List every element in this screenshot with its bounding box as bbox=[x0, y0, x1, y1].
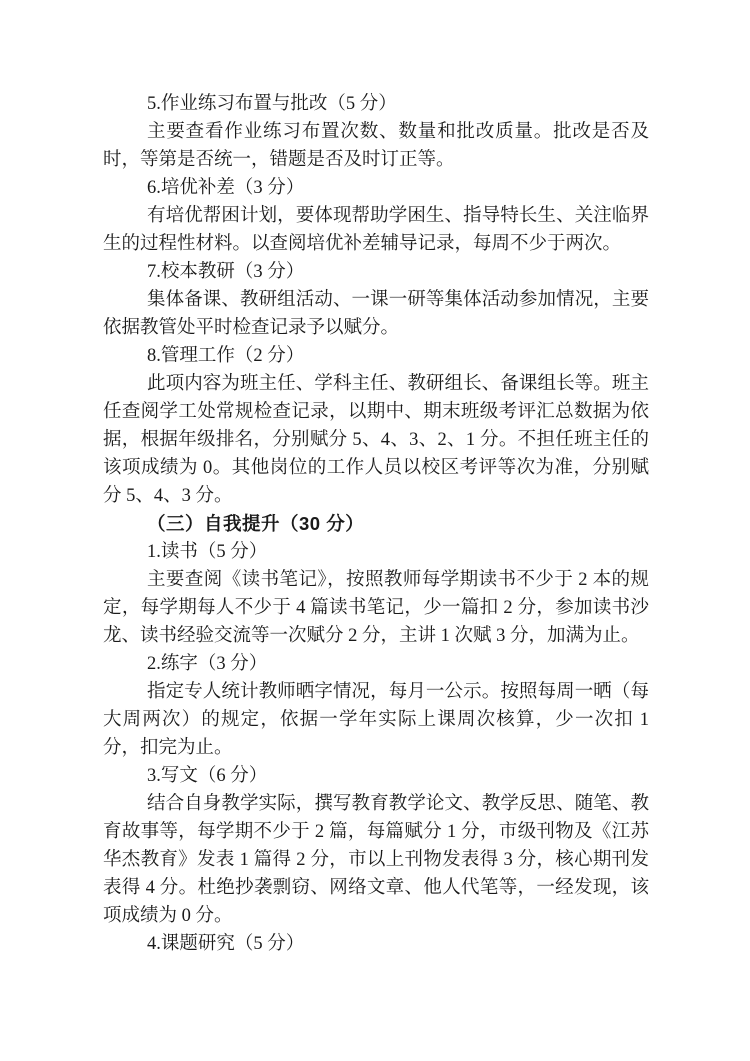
item-2-heading: 2.练字（3 分） bbox=[147, 654, 268, 674]
item-7-description: 集体备课、教研组活动、一课一研等集体活动参加情况，主要依据教管处平时检查记录予以赋分。 bbox=[103, 290, 649, 338]
item-3-description: 结合自身教学实际，撰写教育教学论文、教学反思、随笔、教育故事等，每学期不少于 2 篇，每篇赋分 1 分，市级刊物及《江苏华杰教育》发表 1 篇得 2 分，市以上刊物发表得 3 分，核心期刊发表得 4 分。杜绝抄袭剽窃、网络文章、他人代笔等，一经发现，该项成绩为 0 分。 bbox=[103, 794, 649, 926]
item-1-heading: 1.读书（5 分） bbox=[147, 542, 268, 562]
item-4-heading: 4.课题研究（5 分） bbox=[147, 934, 305, 954]
section-heading-self-improvement: （三）自我提升（30 分） bbox=[147, 513, 365, 534]
item-3-heading: 3.写文（6 分） bbox=[147, 766, 268, 786]
item-5-description: 主要查看作业练习布置次数、数量和批改质量。批改是否及时，等第是否统一，错题是否及时订正等。 bbox=[103, 122, 649, 170]
item-2-description: 指定专人统计教师晒字情况，每月一公示。按照每周一晒（每大周两次）的规定，依据一学年实际上课周次核算，少一次扣 1 分，扣完为止。 bbox=[103, 682, 649, 758]
item-8-description: 此项内容为班主任、学科主任、教研组长、备课组长等。班主任查阅学工处常规检查记录，以期中、期末班级考评汇总数据为依据，根据年级排名，分别赋分 5、4、3、2、1 分。不担任班主任的该项成绩为 0。其他岗位的工作人员以校区考评等次为准，分别赋分 5、4、3 分。 bbox=[103, 374, 649, 506]
item-7-heading: 7.校本教研（3 分） bbox=[147, 262, 305, 282]
document-body bbox=[103, 90, 649, 958]
item-1-description: 主要查阅《读书笔记》，按照教师每学期读书不少于 2 本的规定，每学期每人不少于 4 篇读书笔记，少一篇扣 2 分，参加读书沙龙、读书经验交流等一次赋分 2 分，主讲 1 次赋 3 分，加满为止。 bbox=[103, 570, 649, 646]
item-6-description: 有培优帮困计划，要体现帮助学困生、指导特长生、关注临界生的过程性材料。以查阅培优补差辅导记录，每周不少于两次。 bbox=[103, 206, 649, 254]
item-6-heading: 6.培优补差（3 分） bbox=[147, 178, 305, 198]
item-5-heading: 5.作业练习布置与批改（5 分） bbox=[147, 94, 397, 114]
item-8-heading: 8.管理工作（2 分） bbox=[147, 346, 305, 366]
